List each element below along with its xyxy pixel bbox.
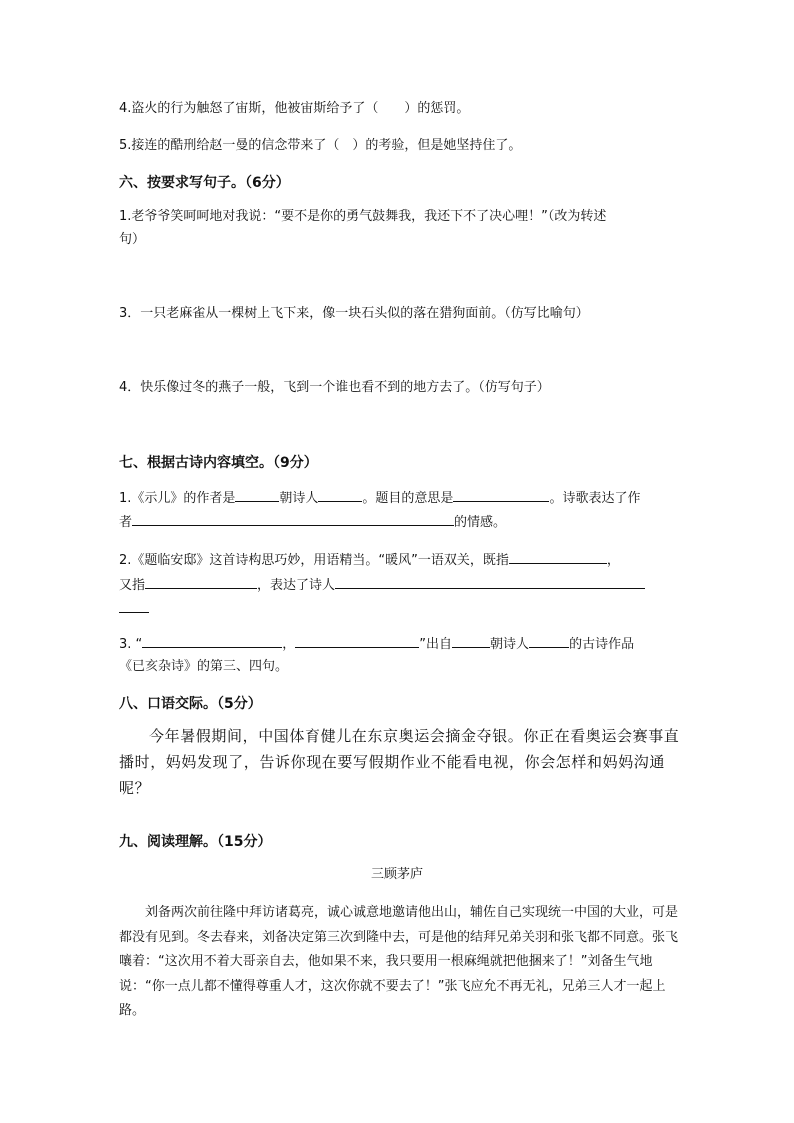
q7-1-text-d: 。诗歌表达了作 bbox=[549, 491, 641, 506]
q7-2-text-b: ， bbox=[606, 553, 620, 568]
question-7-1-line1 bbox=[119, 488, 640, 508]
q7-1-text-e: 者 bbox=[119, 515, 133, 530]
question-7-2-line1 bbox=[119, 550, 620, 570]
question-6-1-line1: 1.老爷爷笑呵呵地对我说：“要不是你的勇气鼓舞我，我还下不了决心哩！”（改为转述 bbox=[119, 209, 607, 224]
fill-blank[interactable] bbox=[452, 634, 490, 648]
question-6-4: 4．快乐像过冬的燕子一般，飞到一个谁也看不到的地方去了。（仿写句子） bbox=[119, 380, 550, 395]
question-7-3-line2: 《已亥杂诗》的第三、四句。 bbox=[119, 659, 289, 674]
section-7-heading: 七、根据古诗内容填空。（9分） bbox=[119, 455, 318, 471]
q7-1-text-f: 的情感。 bbox=[454, 515, 507, 530]
fill-blank[interactable] bbox=[119, 599, 149, 613]
q7-1-text-c: 。题目的意思是 bbox=[362, 491, 454, 506]
question-6-3: 3．一只老麻雀从一棵树上飞下来，像一块石头似的落在猎狗面前。（仿写比喻句） bbox=[119, 306, 589, 321]
section-9-heading: 九、阅读理解。（15分） bbox=[119, 834, 272, 850]
reading-passage: 刘备两次前往隆中拜访诸葛亮，诚心诚意地邀请他出山，辅佐自己实现统一中国的大业，可是都没有见到。冬去春来，刘备决定第三次到隆中去，可是他的结拜兄弟关羽和张飞都不同意。张飞嚷着：“这次用不着大哥亲自去，他如果不来，我只要用一根麻绳就把他捆来了！”刘备生气地说：“你一点儿都不懂得尊重人才，这次你就不要去了！”张飞应允不再无礼，兄弟三人才一起上路。 bbox=[119, 905, 679, 1018]
question-7-2-line3 bbox=[119, 599, 149, 619]
q7-3-text-a: 3. “ bbox=[119, 637, 143, 652]
fill-blank[interactable] bbox=[132, 512, 454, 526]
question-6-1-line2: 句） bbox=[119, 232, 146, 247]
q7-2-text-c: 又指 bbox=[119, 578, 146, 593]
fill-blank[interactable] bbox=[453, 488, 549, 502]
fill-blank[interactable] bbox=[295, 634, 419, 648]
fill-blank[interactable] bbox=[335, 575, 645, 589]
question-5-4: 4.盗火的行为触怒了宙斯，他被宙斯给予了（ ）的惩罚。 bbox=[119, 101, 470, 116]
question-7-1-line2 bbox=[119, 512, 506, 532]
question-7-2-line2 bbox=[119, 575, 645, 595]
fill-blank[interactable] bbox=[509, 550, 607, 564]
fill-blank[interactable] bbox=[318, 488, 362, 502]
q7-3-text-e: 的古诗作品 bbox=[569, 637, 635, 652]
fill-blank[interactable] bbox=[145, 575, 257, 589]
section-8-heading: 八、口语交际。（5分） bbox=[119, 696, 262, 712]
fill-blank[interactable] bbox=[529, 634, 569, 648]
q7-3-text-c: ”出自 bbox=[419, 637, 453, 652]
question-7-3-line1 bbox=[119, 634, 634, 654]
fill-blank[interactable] bbox=[142, 634, 282, 648]
oral-communication-prompt: 今年暑假期间，中国体育健儿在东京奥运会摘金夺银。你正在看奥运会赛事直播时，妈妈发现了，告诉你现在要写假期作业不能看电视，你会怎样和妈妈沟通呢？ bbox=[119, 727, 680, 797]
q7-2-text-a: 2.《题临安邸》这首诗构思巧妙，用语精当。“暖风”一语双关，既指 bbox=[119, 553, 509, 568]
q7-3-text-d: 朝诗人 bbox=[490, 637, 530, 652]
q7-3-text-b: ， bbox=[282, 637, 296, 652]
q7-1-text-a: 1.《示儿》的作者是 bbox=[119, 491, 236, 506]
fill-blank[interactable] bbox=[235, 488, 279, 502]
q7-2-text-d: ，表达了诗人 bbox=[257, 578, 336, 593]
q7-1-text-b: 朝诗人 bbox=[279, 491, 319, 506]
reading-title: 三顾茅庐 bbox=[370, 867, 423, 882]
section-6-heading: 六、按要求写句子。（6分） bbox=[119, 175, 290, 191]
question-5-5: 5.接连的酷刑给赵一曼的信念带来了（ ）的考验，但是她坚持住了。 bbox=[119, 138, 522, 153]
